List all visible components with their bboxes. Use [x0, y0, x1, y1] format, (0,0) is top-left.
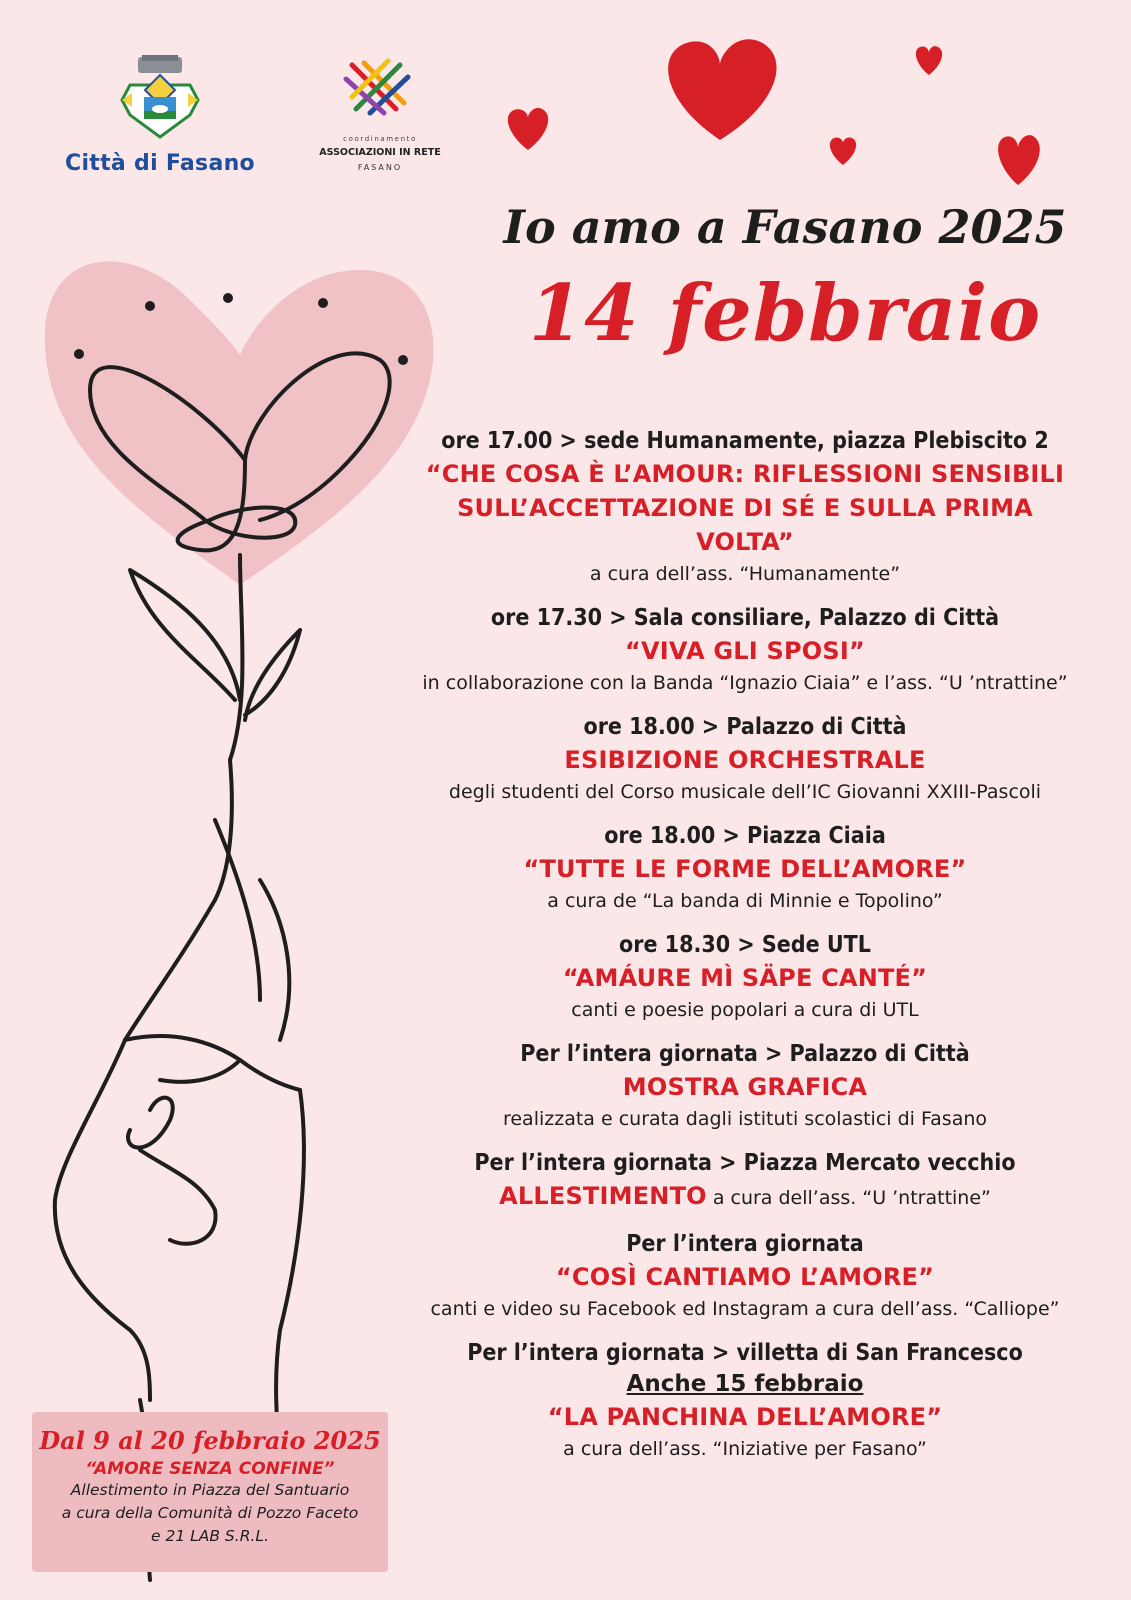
- event-time-place: Per l’intera giornata > villetta di San Francesco: [467, 1340, 1023, 1366]
- side-event-dates: Dal 9 al 20 febbraio 2025: [39, 1426, 381, 1455]
- event-item: [395, 1148, 1095, 1215]
- assoc-name: ASSOCIAZIONI IN RETE: [319, 147, 441, 158]
- event-date: 14 febbraio: [528, 268, 1042, 359]
- city-crest-icon: [50, 55, 270, 145]
- hearts-decoration: [500, 30, 1060, 200]
- event-item: [395, 1229, 1095, 1324]
- side-event-line: e 21 LAB S.R.L.: [151, 1527, 269, 1545]
- associazioni-logo: [300, 55, 460, 185]
- event-item: [395, 1039, 1095, 1134]
- event-list: [395, 426, 1095, 1478]
- event-description: a cura de “La banda di Minnie e Topolino”: [547, 890, 943, 912]
- event-item: [395, 426, 1095, 589]
- event-description: degli studenti del Corso musicale dell’IC Giovanni XXIII-Pascoli: [448, 781, 1042, 803]
- side-event-line: Allestimento in Piazza del Santuario: [70, 1481, 350, 1499]
- event-time-place: ore 18.30 > Sede UTL: [619, 932, 871, 958]
- event-title: ESIBIZIONE ORCHESTRALE: [564, 746, 926, 774]
- assoc-place: FASANO: [357, 163, 403, 172]
- event-item: [395, 1338, 1095, 1464]
- event-description: a cura dell’ass. “Iniziative per Fasano”: [563, 1438, 927, 1460]
- event-description: canti e poesie popolari a cura di UTL: [571, 999, 919, 1021]
- event-item: [395, 821, 1095, 916]
- event-title: “COSÌ CANTIAMO L’AMORE”: [555, 1263, 935, 1291]
- city-logo: [50, 55, 270, 185]
- side-event-box: [32, 1412, 388, 1572]
- event-description: a cura dell’ass. “U ’ntrattine”: [706, 1187, 991, 1209]
- event-time-place: ore 17.00 > sede Humanamente, piazza Plebiscito 2: [441, 428, 1049, 454]
- heart-icon: [830, 137, 856, 165]
- event-title: “LA PANCHINA DELL’AMORE”: [547, 1403, 943, 1431]
- side-event-title: “AMORE SENZA CONFINE”: [85, 1459, 335, 1479]
- event-title-line: [395, 1179, 1095, 1215]
- page-title: Io amo a Fasano 2025: [503, 200, 1067, 254]
- event-time-place: Per l’intera giornata > Palazzo di Città: [520, 1041, 970, 1067]
- heart-icon: [916, 46, 942, 75]
- event-time-place: Per l’intera giornata > Piazza Mercato vecchio: [474, 1150, 1016, 1176]
- event-time-place: Per l’intera giornata: [626, 1231, 864, 1257]
- heart-icon: [508, 108, 548, 150]
- event-description: a cura dell’ass. “Humanamente”: [589, 563, 901, 585]
- event-time-place: ore 17.30 > Sala consiliare, Palazzo di Città: [490, 605, 1000, 631]
- associazioni-logo-icon: [300, 55, 460, 125]
- event-extra-date: Anche 15 febbraio: [626, 1371, 864, 1397]
- event-item: [395, 930, 1095, 1025]
- city-name: Città di Fasano: [65, 151, 255, 176]
- heart-icon: [668, 39, 776, 140]
- event-description: in collaborazione con la Banda “Ignazio Ciaia” e l’ass. “U ’ntrattine”: [422, 672, 1068, 694]
- event-title: “AMÁURE MÌ SÄPE CANTÉ”: [562, 964, 928, 992]
- assoc-small-label: coordinamento: [343, 135, 417, 143]
- event-title: ALLESTIMENTO: [499, 1182, 707, 1210]
- heart-icon: [998, 135, 1040, 185]
- event-title: MOSTRA GRAFICA: [622, 1073, 868, 1101]
- event-title: “TUTTE LE FORME DELL’AMORE”: [523, 855, 967, 883]
- event-title: “CHE COSA È L’AMOUR: RIFLESSIONI SENSIBILI SULL’ACCETTAZIONE DI SÉ E SULLA PRIMA VOLTA”: [425, 460, 1065, 556]
- event-time-place: ore 18.00 > Palazzo di Città: [583, 714, 907, 740]
- event-description: realizzata e curata dagli istituti scolastici di Fasano: [502, 1108, 988, 1130]
- event-title: “VIVA GLI SPOSI”: [625, 637, 865, 665]
- event-time-place: ore 18.00 > Piazza Ciaia: [604, 823, 886, 849]
- side-event-line: a cura della Comunità di Pozzo Faceto: [61, 1504, 359, 1522]
- event-item: [395, 603, 1095, 698]
- event-description: canti e video su Facebook ed Instagram a cura dell’ass. “Calliope”: [430, 1298, 1060, 1320]
- event-item: [395, 712, 1095, 807]
